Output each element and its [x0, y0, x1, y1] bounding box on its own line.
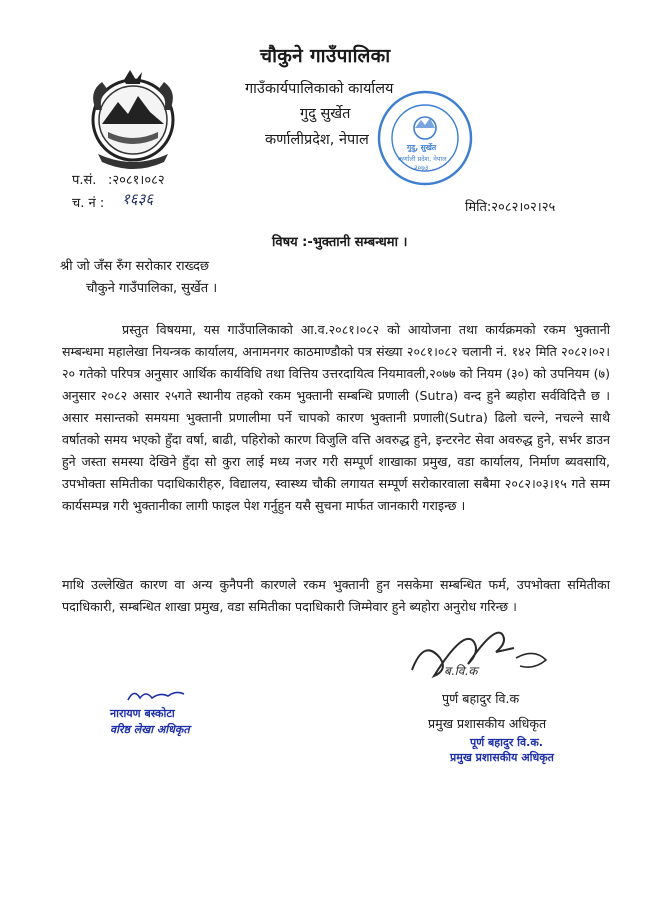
municipality-title: चौकुने गाउँपालिका [260, 45, 391, 67]
chalani-number: १६३६ [122, 190, 154, 208]
left-signature [126, 686, 186, 706]
recipient-line-1: श्री जो जँस रुँग सरोकार राख्दछ [60, 259, 210, 274]
right-signature-handwritten: ब.वि.क [444, 664, 478, 678]
office-seal [375, 88, 475, 188]
seal-line-1: गुदु, सुर्खेत [407, 143, 437, 152]
letter-body [62, 319, 610, 517]
seal-line-2: कर्णाली प्रदेश, नेपाल [398, 155, 447, 163]
left-stamp-title: वरिष्ठ लेखा अधिकृत [110, 723, 190, 736]
office-name: गाउँकार्यपालिकाको कार्यालय [245, 81, 394, 97]
left-stamp-name: नारायण बस्कोटा [110, 707, 175, 720]
right-stamp-name: पूर्ण बहादुर वि.क. [470, 736, 543, 749]
patra-sankhya-label: प.सं. [72, 173, 97, 188]
recipient-line-2: चौकुने गाउँपालिका, सुर्खेत । [86, 281, 218, 296]
seal-line-3: २०७३ [414, 164, 429, 172]
right-signatory-title: प्रमुख प्रशासकीय अधिकृत [428, 716, 547, 731]
body-paragraph-1: प्रस्तुत विषयमा, यस गाउँपालिकाको आ.व.२०८१।०८२ को आयोजना तथा कार्यक्रमको रकम भुक्तानी सम्बन्धमा महालेखा नियन्त्रक कार्यालय, अनामनगर काठमाण्डौको पत्र संख्या २०८१।०८२ चलानी नं. १४२ मिति २०८२।०२।२० गतेको परिपत्र अनुसार आर्थिक कार्यविधि तथा वित्तिय उत्तरदायित्व नियमावली,२०७७ को नियम (३०) को उपनियम (७) अनुसार २०८२ असार २५गते स्थानीय तहको रकम भुक्तानी सम्बन्धि प्रणाली (Sutra) वन्द हुने ब्यहोरा सर्वविदित्तै छ ।असार मसान्तको समयमा भुक्तानी प्रणालीमा पर्ने चापको कारण भुक्तानी प्रणाली(Sutra) ढिलो चल्ने, नचल्ने साथै वर्षातको समय भएको हुँदा वर्षा, बाढी, पहिरोको कारण विजुलि वत्ति अवरुद्ध हुने, इन्टरनेट सेवा अवरुद्ध हुने, सर्भर डाउन हुने जस्ता समस्या देखिने हुँदा सो कुरा लाई मध्य नजर गरी सम्पूर्ण शाखाका प्रमुख, वडा कार्यालय, निर्माण ब्यवसायि, उपभोक्ता समितीका पदाधिकारीहरु, विद्यालय, स्वास्थ्य चौकी लगायत सम्पूर्ण सरोकारवाला सबैमा २०८२।०३।१५ गते सम्म कार्यसम्पन्न गरी भुक्तानीका लागी फाइल पेश गर्नुहुन यसै सुचना मार्फत जानकारी गराइन्छ । [62, 322, 610, 513]
right-signatory-name: पुर्ण बहादुर वि.क [442, 691, 520, 706]
office-province: कर्णालीप्रदेश, नेपाल [265, 132, 369, 148]
body-paragraph-2: माथि उल्लेखित कारण वा अन्य कुनैपनी कारणले रकम भुक्तानी हुन नसकेमा सम्बन्धित फर्म, उपभोक्ता समितीका पदाधिकारी, सम्बन्धित शाखा प्रमुख, वडा समितीका पदाधिकारी जिम्मेवार हुने ब्यहोरा अनुरोध गरिन्छ । [62, 577, 610, 614]
government-emblem [78, 62, 188, 172]
right-signature [404, 608, 554, 688]
right-stamp-title: प्रमुख प्रशासकीय अधिकृत [450, 751, 554, 764]
letter-date: मिति:२०८२।०२।२५ [465, 200, 556, 215]
office-location: गुदु सुर्खेत [300, 106, 351, 122]
chalani-label: च. नं : [72, 196, 105, 211]
patra-sankhya-value: :२०८१।०८२ [108, 173, 165, 188]
letter-subject: विषय :-भुक्तानी सम्बन्धमा । [272, 235, 408, 250]
